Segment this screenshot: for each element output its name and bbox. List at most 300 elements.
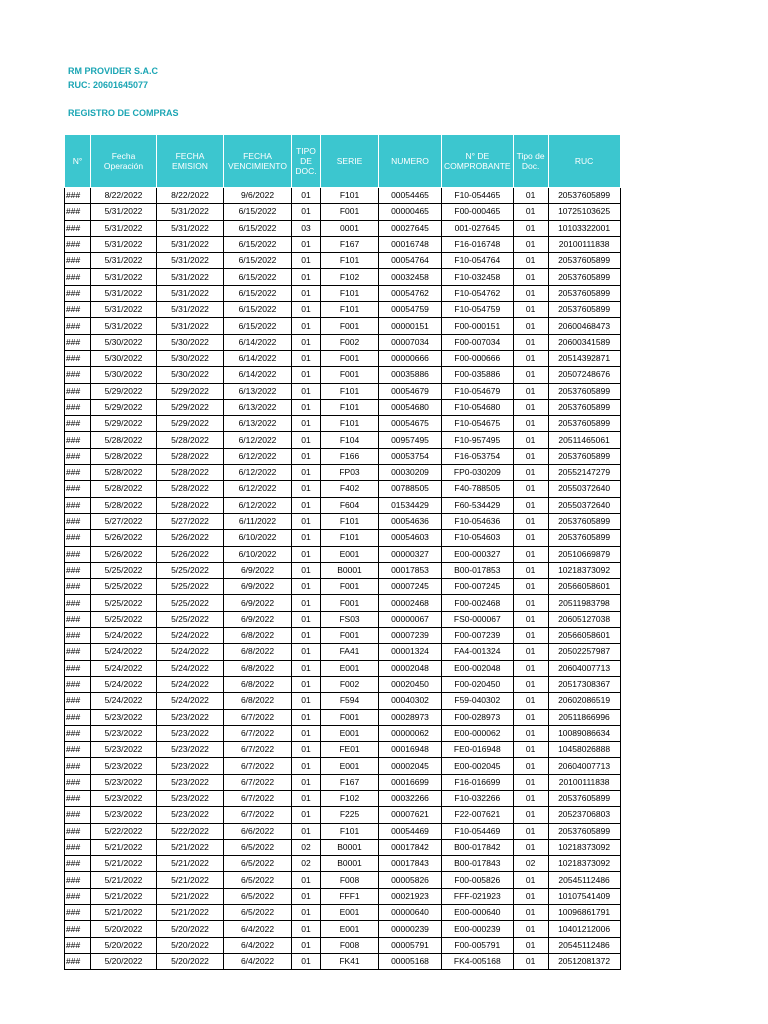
- table-row: [65, 253, 621, 269]
- col-header-numero: NUMERO: [379, 135, 442, 188]
- comprobante-cell: FK4-005168: [442, 953, 514, 969]
- numero-cell: 00007621: [379, 807, 442, 823]
- table-row: [65, 921, 621, 937]
- comprobante-cell: F10-054764: [442, 253, 514, 269]
- numero-cell: 00957495: [379, 432, 442, 448]
- fecha-vencimiento-cell: 6/12/2022: [224, 497, 292, 513]
- numero-cell: 00002045: [379, 758, 442, 774]
- comprobante-cell: FP0-030209: [442, 465, 514, 481]
- tipo-doc-cell: 01: [292, 921, 321, 937]
- serie-cell: F101: [321, 513, 379, 529]
- serie-cell: F604: [321, 497, 379, 513]
- tipo-de-doc-cell: 01: [513, 513, 548, 529]
- row-number-cell: ###: [65, 285, 91, 301]
- tipo-doc-cell: 01: [292, 676, 321, 692]
- row-number-cell: ###: [65, 432, 91, 448]
- numero-cell: 00000067: [379, 611, 442, 627]
- comprobante-cell: B00-017842: [442, 839, 514, 855]
- serie-cell: F101: [321, 188, 379, 204]
- tipo-doc-cell: 01: [292, 513, 321, 529]
- tipo-doc-cell: 01: [292, 774, 321, 790]
- tipo-de-doc-cell: 01: [513, 302, 548, 318]
- serie-cell: E001: [321, 546, 379, 562]
- tipo-de-doc-cell: 01: [513, 350, 548, 366]
- tipo-de-doc-cell: 01: [513, 660, 548, 676]
- serie-cell: F001: [321, 367, 379, 383]
- numero-cell: 00000465: [379, 204, 442, 220]
- tipo-doc-cell: 01: [292, 790, 321, 806]
- fecha-operacion-cell: 5/31/2022: [91, 285, 157, 301]
- ruc-cell: 10725103625: [548, 204, 620, 220]
- comprobante-cell: F10-054636: [442, 513, 514, 529]
- tipo-doc-cell: 01: [292, 236, 321, 252]
- tipo-de-doc-cell: 01: [513, 318, 548, 334]
- fecha-vencimiento-cell: 6/8/2022: [224, 676, 292, 692]
- fecha-emision-cell: 5/24/2022: [157, 660, 224, 676]
- table-row: [65, 872, 621, 888]
- comprobante-cell: F00-000465: [442, 204, 514, 220]
- row-number-cell: ###: [65, 725, 91, 741]
- table-row: [65, 513, 621, 529]
- serie-cell: F101: [321, 383, 379, 399]
- fecha-emision-cell: 5/31/2022: [157, 236, 224, 252]
- serie-cell: F001: [321, 628, 379, 644]
- tipo-doc-cell: 01: [292, 253, 321, 269]
- row-number-cell: ###: [65, 888, 91, 904]
- row-number-cell: ###: [65, 383, 91, 399]
- fecha-vencimiento-cell: 6/7/2022: [224, 774, 292, 790]
- numero-cell: 00035886: [379, 367, 442, 383]
- tipo-doc-cell: 02: [292, 856, 321, 872]
- serie-cell: F101: [321, 285, 379, 301]
- table-row: [65, 432, 621, 448]
- table-row: [65, 383, 621, 399]
- fecha-emision-cell: 5/21/2022: [157, 839, 224, 855]
- comprobante-cell: F00-028973: [442, 709, 514, 725]
- serie-cell: F001: [321, 318, 379, 334]
- ruc-cell: 10089086634: [548, 725, 620, 741]
- serie-cell: F101: [321, 416, 379, 432]
- fecha-emision-cell: 5/31/2022: [157, 220, 224, 236]
- serie-cell: F104: [321, 432, 379, 448]
- table-row: [65, 399, 621, 415]
- fecha-vencimiento-cell: 6/7/2022: [224, 758, 292, 774]
- fecha-vencimiento-cell: 6/9/2022: [224, 611, 292, 627]
- row-number-cell: ###: [65, 595, 91, 611]
- fecha-vencimiento-cell: 6/15/2022: [224, 269, 292, 285]
- tipo-doc-cell: 01: [292, 399, 321, 415]
- fecha-vencimiento-cell: 6/9/2022: [224, 579, 292, 595]
- fecha-emision-cell: 5/21/2022: [157, 905, 224, 921]
- fecha-emision-cell: 5/30/2022: [157, 367, 224, 383]
- fecha-operacion-cell: 5/23/2022: [91, 758, 157, 774]
- numero-cell: 00020450: [379, 676, 442, 692]
- col-header-n: N°: [65, 135, 91, 188]
- fecha-operacion-cell: 5/24/2022: [91, 676, 157, 692]
- fecha-vencimiento-cell: 6/8/2022: [224, 628, 292, 644]
- fecha-operacion-cell: 5/23/2022: [91, 790, 157, 806]
- serie-cell: B0001: [321, 856, 379, 872]
- table-row: [65, 611, 621, 627]
- table-row: [65, 481, 621, 497]
- tipo-de-doc-cell: 01: [513, 236, 548, 252]
- comprobante-cell: E00-000640: [442, 905, 514, 921]
- numero-cell: 00007245: [379, 579, 442, 595]
- fecha-vencimiento-cell: 6/12/2022: [224, 481, 292, 497]
- table-row: [65, 497, 621, 513]
- fecha-vencimiento-cell: 6/13/2022: [224, 416, 292, 432]
- row-number-cell: ###: [65, 236, 91, 252]
- tipo-doc-cell: 01: [292, 546, 321, 562]
- serie-cell: F166: [321, 448, 379, 464]
- fecha-vencimiento-cell: 6/10/2022: [224, 530, 292, 546]
- table-row: [65, 856, 621, 872]
- row-number-cell: ###: [65, 465, 91, 481]
- ruc-cell: 20100111838: [548, 236, 620, 252]
- row-number-cell: ###: [65, 937, 91, 953]
- table-row: [65, 465, 621, 481]
- fecha-operacion-cell: 5/29/2022: [91, 416, 157, 432]
- numero-cell: 00054636: [379, 513, 442, 529]
- numero-cell: 00016748: [379, 236, 442, 252]
- fecha-operacion-cell: 5/31/2022: [91, 220, 157, 236]
- comprobante-cell: F59-040302: [442, 693, 514, 709]
- fecha-emision-cell: 5/26/2022: [157, 530, 224, 546]
- ruc-cell: 20566058601: [548, 628, 620, 644]
- table-row: [65, 269, 621, 285]
- serie-cell: F101: [321, 530, 379, 546]
- numero-cell: 00032458: [379, 269, 442, 285]
- tipo-de-doc-cell: 01: [513, 579, 548, 595]
- ruc-cell: 20552147279: [548, 465, 620, 481]
- tipo-doc-cell: 01: [292, 562, 321, 578]
- fecha-emision-cell: 5/24/2022: [157, 693, 224, 709]
- fecha-emision-cell: 5/20/2022: [157, 921, 224, 937]
- fecha-vencimiento-cell: 6/9/2022: [224, 595, 292, 611]
- fecha-operacion-cell: 5/28/2022: [91, 481, 157, 497]
- ruc-cell: 20600468473: [548, 318, 620, 334]
- serie-cell: F101: [321, 399, 379, 415]
- tipo-de-doc-cell: 01: [513, 465, 548, 481]
- col-header-tipo-de-doc: Tipo de Doc.: [513, 135, 548, 188]
- row-number-cell: ###: [65, 742, 91, 758]
- tipo-doc-cell: 01: [292, 937, 321, 953]
- tipo-de-doc-cell: 01: [513, 937, 548, 953]
- table-row: [65, 790, 621, 806]
- fecha-vencimiento-cell: 6/15/2022: [224, 285, 292, 301]
- comprobante-cell: E00-002045: [442, 758, 514, 774]
- ruc-cell: 20502257987: [548, 644, 620, 660]
- numero-cell: 00007034: [379, 334, 442, 350]
- comprobante-cell: F00-000151: [442, 318, 514, 334]
- fecha-emision-cell: 5/27/2022: [157, 513, 224, 529]
- fecha-vencimiento-cell: 6/10/2022: [224, 546, 292, 562]
- serie-cell: F102: [321, 269, 379, 285]
- serie-cell: F001: [321, 350, 379, 366]
- tipo-de-doc-cell: 01: [513, 921, 548, 937]
- tipo-doc-cell: 01: [292, 432, 321, 448]
- serie-cell: FP03: [321, 465, 379, 481]
- numero-cell: 00017853: [379, 562, 442, 578]
- fecha-emision-cell: 5/23/2022: [157, 807, 224, 823]
- serie-cell: F101: [321, 253, 379, 269]
- ruc-cell: 20537605899: [548, 399, 620, 415]
- fecha-operacion-cell: 5/24/2022: [91, 628, 157, 644]
- numero-cell: 00000151: [379, 318, 442, 334]
- fecha-emision-cell: 5/30/2022: [157, 350, 224, 366]
- comprobante-cell: FA4-001324: [442, 644, 514, 660]
- tipo-de-doc-cell: 01: [513, 562, 548, 578]
- numero-cell: 00005791: [379, 937, 442, 953]
- fecha-operacion-cell: 5/23/2022: [91, 774, 157, 790]
- ruc-cell: 20604007713: [548, 758, 620, 774]
- comprobante-cell: E00-000062: [442, 725, 514, 741]
- tipo-de-doc-cell: 01: [513, 497, 548, 513]
- comprobante-cell: F10-054759: [442, 302, 514, 318]
- row-number-cell: ###: [65, 188, 91, 204]
- fecha-vencimiento-cell: 6/9/2022: [224, 562, 292, 578]
- tipo-doc-cell: 01: [292, 611, 321, 627]
- col-header-tipo-doc: TIPO DE DOC.: [292, 135, 321, 188]
- numero-cell: 00054762: [379, 285, 442, 301]
- fecha-emision-cell: 5/31/2022: [157, 204, 224, 220]
- fecha-vencimiento-cell: 6/15/2022: [224, 302, 292, 318]
- row-number-cell: ###: [65, 513, 91, 529]
- tipo-de-doc-cell: 01: [513, 595, 548, 611]
- row-number-cell: ###: [65, 856, 91, 872]
- serie-cell: F001: [321, 579, 379, 595]
- table-row: [65, 367, 621, 383]
- tipo-doc-cell: 01: [292, 481, 321, 497]
- fecha-operacion-cell: 5/28/2022: [91, 465, 157, 481]
- fecha-operacion-cell: 8/22/2022: [91, 188, 157, 204]
- comprobante-cell: B00-017843: [442, 856, 514, 872]
- row-number-cell: ###: [65, 448, 91, 464]
- serie-cell: F594: [321, 693, 379, 709]
- fecha-operacion-cell: 5/23/2022: [91, 725, 157, 741]
- tipo-de-doc-cell: 01: [513, 774, 548, 790]
- table-row: [65, 953, 621, 969]
- tipo-doc-cell: 01: [292, 465, 321, 481]
- serie-cell: E001: [321, 725, 379, 741]
- numero-cell: 00054679: [379, 383, 442, 399]
- fecha-operacion-cell: 5/24/2022: [91, 644, 157, 660]
- numero-cell: 00000640: [379, 905, 442, 921]
- numero-cell: 00002048: [379, 660, 442, 676]
- comprobante-cell: F16-016748: [442, 236, 514, 252]
- fecha-operacion-cell: 5/25/2022: [91, 562, 157, 578]
- tipo-doc-cell: 01: [292, 693, 321, 709]
- tipo-de-doc-cell: 01: [513, 253, 548, 269]
- ruc-cell: 20537605899: [548, 253, 620, 269]
- fecha-vencimiento-cell: 6/7/2022: [224, 742, 292, 758]
- table-row: [65, 644, 621, 660]
- table-row: [65, 448, 621, 464]
- fecha-emision-cell: 5/28/2022: [157, 432, 224, 448]
- table-row: [65, 905, 621, 921]
- serie-cell: E001: [321, 921, 379, 937]
- tipo-de-doc-cell: 01: [513, 888, 548, 904]
- numero-cell: 00053754: [379, 448, 442, 464]
- tipo-de-doc-cell: 01: [513, 204, 548, 220]
- table-row: [65, 937, 621, 953]
- ruc-cell: 20514392871: [548, 350, 620, 366]
- tipo-de-doc-cell: 01: [513, 628, 548, 644]
- fecha-operacion-cell: 5/31/2022: [91, 236, 157, 252]
- row-number-cell: ###: [65, 758, 91, 774]
- fecha-operacion-cell: 5/24/2022: [91, 660, 157, 676]
- fecha-operacion-cell: 5/31/2022: [91, 318, 157, 334]
- comprobante-cell: F00-007034: [442, 334, 514, 350]
- table-row: [65, 693, 621, 709]
- comprobante-cell: F00-035886: [442, 367, 514, 383]
- table-row: [65, 725, 621, 741]
- table-row: [65, 546, 621, 562]
- fecha-emision-cell: 5/31/2022: [157, 253, 224, 269]
- ruc-cell: 20600341589: [548, 334, 620, 350]
- tipo-doc-cell: 01: [292, 530, 321, 546]
- comprobante-cell: FFF-021923: [442, 888, 514, 904]
- fecha-emision-cell: 5/31/2022: [157, 269, 224, 285]
- ruc-cell: 20537605899: [548, 448, 620, 464]
- col-header-serie: SERIE: [321, 135, 379, 188]
- numero-cell: 00000239: [379, 921, 442, 937]
- serie-cell: FK41: [321, 953, 379, 969]
- row-number-cell: ###: [65, 530, 91, 546]
- fecha-operacion-cell: 5/31/2022: [91, 204, 157, 220]
- fecha-emision-cell: 5/25/2022: [157, 611, 224, 627]
- serie-cell: E001: [321, 660, 379, 676]
- fecha-operacion-cell: 5/30/2022: [91, 334, 157, 350]
- fecha-vencimiento-cell: 6/5/2022: [224, 839, 292, 855]
- comprobante-cell: F10-054469: [442, 823, 514, 839]
- numero-cell: 00007239: [379, 628, 442, 644]
- ruc-cell: 20537605899: [548, 790, 620, 806]
- numero-cell: 00000327: [379, 546, 442, 562]
- table-row: [65, 188, 621, 204]
- comprobante-cell: E00-000327: [442, 546, 514, 562]
- tipo-doc-cell: 01: [292, 823, 321, 839]
- tipo-doc-cell: 01: [292, 318, 321, 334]
- fecha-operacion-cell: 5/20/2022: [91, 937, 157, 953]
- tipo-doc-cell: 01: [292, 497, 321, 513]
- ruc-cell: 20537605899: [548, 188, 620, 204]
- fecha-emision-cell: 5/21/2022: [157, 888, 224, 904]
- fecha-emision-cell: 5/23/2022: [157, 758, 224, 774]
- numero-cell: 00054603: [379, 530, 442, 546]
- fecha-emision-cell: 5/23/2022: [157, 709, 224, 725]
- row-number-cell: ###: [65, 628, 91, 644]
- table-row: [65, 302, 621, 318]
- numero-cell: 00788505: [379, 481, 442, 497]
- numero-cell: 00016948: [379, 742, 442, 758]
- tipo-doc-cell: 03: [292, 220, 321, 236]
- ruc-cell: 10103322001: [548, 220, 620, 236]
- fecha-emision-cell: 5/24/2022: [157, 644, 224, 660]
- ruc-cell: 20537605899: [548, 530, 620, 546]
- col-header-comprobante: N° DE COMPROBANTE: [442, 135, 514, 188]
- fecha-operacion-cell: 5/25/2022: [91, 595, 157, 611]
- tipo-de-doc-cell: 01: [513, 905, 548, 921]
- ruc-cell: 10218373092: [548, 856, 620, 872]
- comprobante-cell: F40-788505: [442, 481, 514, 497]
- comprobante-cell: B00-017853: [442, 562, 514, 578]
- table-row: [65, 350, 621, 366]
- fecha-vencimiento-cell: 6/12/2022: [224, 465, 292, 481]
- serie-cell: F008: [321, 937, 379, 953]
- fecha-operacion-cell: 5/26/2022: [91, 530, 157, 546]
- fecha-emision-cell: 5/28/2022: [157, 497, 224, 513]
- serie-cell: F101: [321, 823, 379, 839]
- serie-cell: F167: [321, 774, 379, 790]
- row-number-cell: ###: [65, 807, 91, 823]
- row-number-cell: ###: [65, 823, 91, 839]
- comprobante-cell: F00-000666: [442, 350, 514, 366]
- fecha-emision-cell: 5/22/2022: [157, 823, 224, 839]
- comprobante-cell: F10-957495: [442, 432, 514, 448]
- row-number-cell: ###: [65, 334, 91, 350]
- comprobante-cell: FS0-000067: [442, 611, 514, 627]
- numero-cell: 00040302: [379, 693, 442, 709]
- tipo-doc-cell: 01: [292, 334, 321, 350]
- serie-cell: 0001: [321, 220, 379, 236]
- tipo-de-doc-cell: 01: [513, 758, 548, 774]
- tipo-doc-cell: 01: [292, 905, 321, 921]
- fecha-operacion-cell: 5/29/2022: [91, 399, 157, 415]
- serie-cell: B0001: [321, 839, 379, 855]
- tipo-doc-cell: 02: [292, 839, 321, 855]
- numero-cell: 01534429: [379, 497, 442, 513]
- row-number-cell: ###: [65, 497, 91, 513]
- fecha-emision-cell: 5/21/2022: [157, 872, 224, 888]
- purchase-register-table: [64, 134, 621, 970]
- fecha-emision-cell: 5/29/2022: [157, 383, 224, 399]
- numero-cell: 00005168: [379, 953, 442, 969]
- numero-cell: 00054759: [379, 302, 442, 318]
- col-header-fecha-vencimiento: FECHA VENCIMIENTO: [224, 135, 292, 188]
- tipo-de-doc-cell: 02: [513, 856, 548, 872]
- numero-cell: 00002468: [379, 595, 442, 611]
- fecha-emision-cell: 5/28/2022: [157, 448, 224, 464]
- tipo-doc-cell: 01: [292, 807, 321, 823]
- table-row: [65, 709, 621, 725]
- row-number-cell: ###: [65, 905, 91, 921]
- fecha-vencimiento-cell: 6/5/2022: [224, 856, 292, 872]
- fecha-vencimiento-cell: 6/5/2022: [224, 888, 292, 904]
- serie-cell: F102: [321, 790, 379, 806]
- serie-cell: F001: [321, 709, 379, 725]
- table-row: [65, 334, 621, 350]
- ruc-cell: 10107541409: [548, 888, 620, 904]
- ruc-cell: 20511465061: [548, 432, 620, 448]
- tipo-de-doc-cell: 01: [513, 220, 548, 236]
- tipo-de-doc-cell: 01: [513, 644, 548, 660]
- comprobante-cell: E00-000239: [442, 921, 514, 937]
- fecha-emision-cell: 5/28/2022: [157, 481, 224, 497]
- numero-cell: 00005826: [379, 872, 442, 888]
- row-number-cell: ###: [65, 872, 91, 888]
- fecha-vencimiento-cell: 6/5/2022: [224, 905, 292, 921]
- ruc-cell: 10218373092: [548, 562, 620, 578]
- tipo-doc-cell: 01: [292, 725, 321, 741]
- comprobante-cell: F00-005791: [442, 937, 514, 953]
- tipo-doc-cell: 01: [292, 709, 321, 725]
- tipo-doc-cell: 01: [292, 350, 321, 366]
- tipo-de-doc-cell: 01: [513, 383, 548, 399]
- numero-cell: 00054675: [379, 416, 442, 432]
- ruc-cell: 10401212006: [548, 921, 620, 937]
- table-row: [65, 660, 621, 676]
